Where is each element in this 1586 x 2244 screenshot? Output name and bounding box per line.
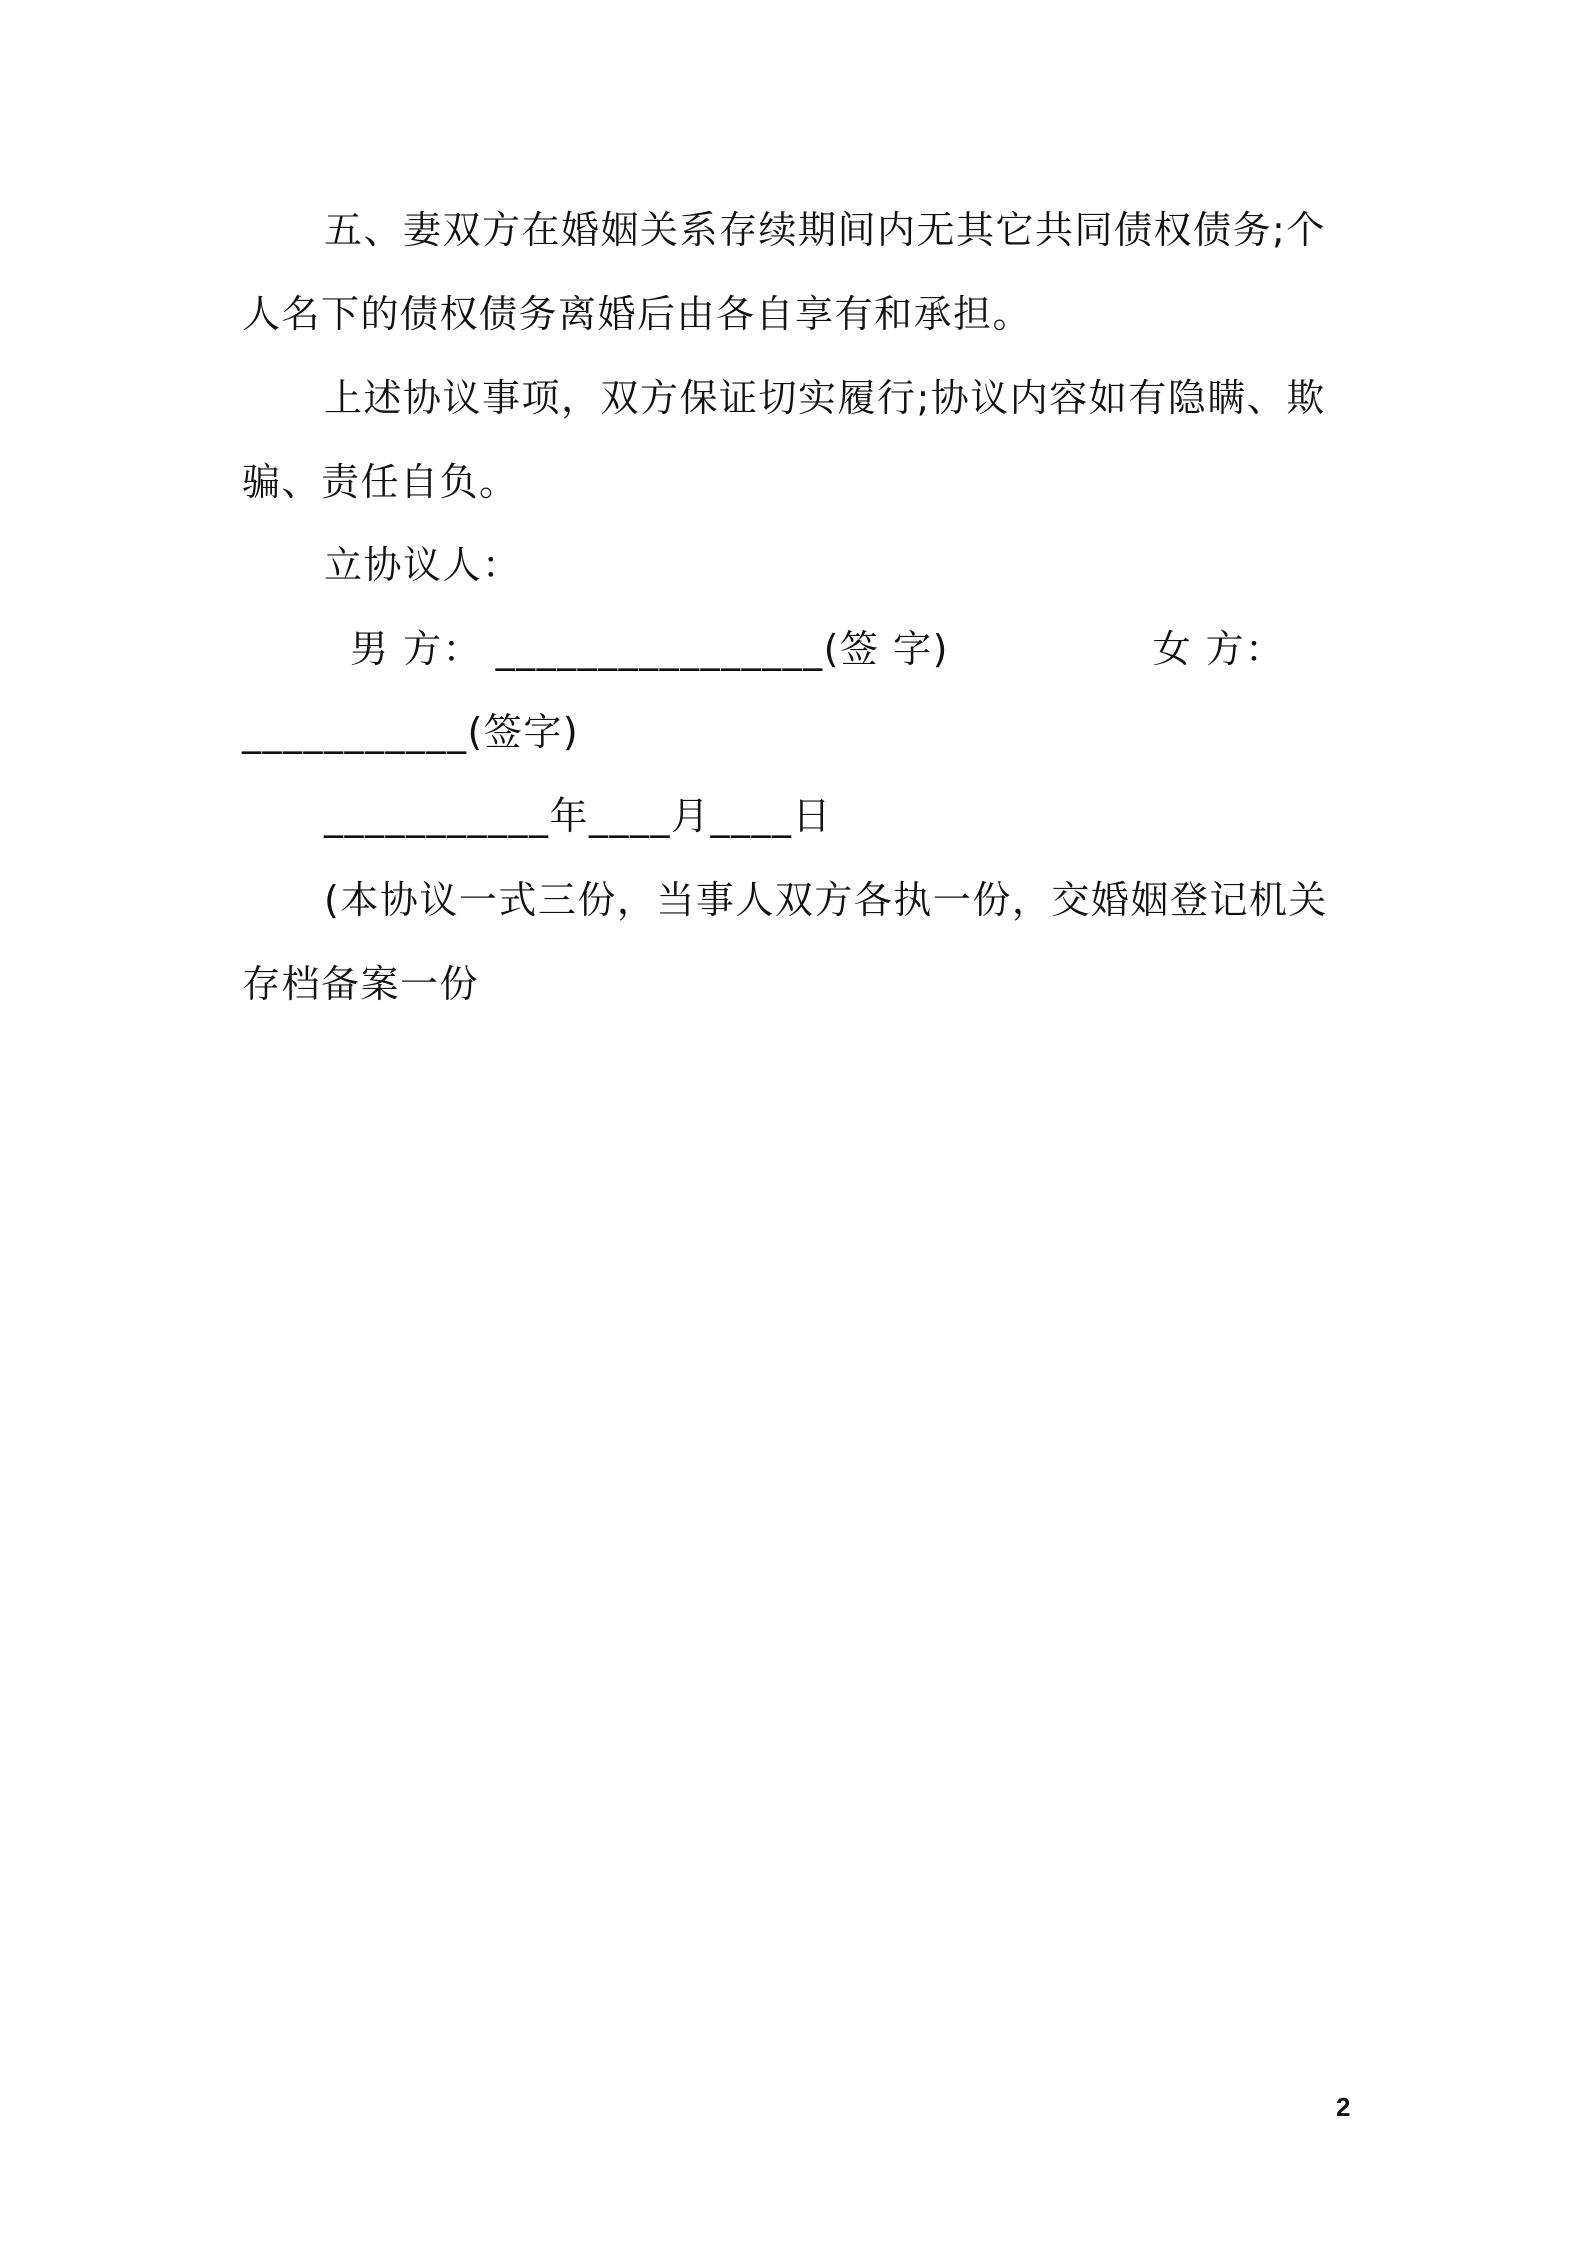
commitment-line-2: 骗、责任自负。 [242, 460, 519, 504]
signature-line-1: 男 方： ________________(签 字) 女 方： [350, 627, 1285, 671]
date-line: ___________年____月____日 [324, 794, 833, 838]
commitment-line-1: 上述协议事项，双方保证切实履行;协议内容如有隐瞒、欺 [324, 376, 1326, 420]
page-number: 2 [1336, 2092, 1351, 2122]
note-line-1: (本协议一式三份，当事人双方各执一份，交婚姻登记机关 [324, 878, 1328, 922]
signature-line-2: ___________(签字) [242, 710, 580, 754]
paragraph-5-line-1: 五、妻双方在婚姻关系存续期间内无其它共同债权债务;个 [324, 208, 1326, 252]
note-line-2: 存档备案一份 [242, 962, 480, 1006]
signatories-label: 立协议人： [324, 543, 522, 587]
paragraph-5-line-2: 人名下的债权债务离婚后由各自享有和承担。 [242, 292, 1033, 336]
